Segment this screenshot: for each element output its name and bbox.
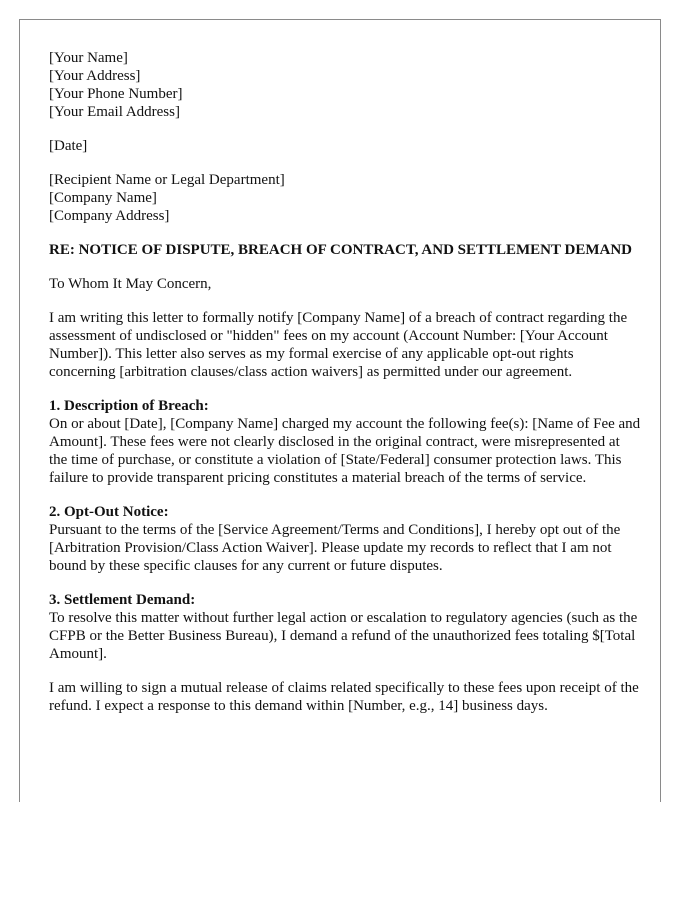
section-heading: 1. Description of Breach: [49,398,209,414]
section-body: Pursuant to the terms of the [Service Agreement/Terms and Conditions], I hereby opt out of the [Arbitration Provision/Class Action Waiver]. Please update my records to reflect that I am not bound by these specific clauses for any current or future disputes. [49,522,621,574]
recipient-name: [Recipient Name or Legal Department] [49,172,285,188]
recipient-address: [Company Address] [49,208,170,224]
recipient-company: [Company Name] [49,190,157,206]
salutation: To Whom It May Concern, [49,276,212,292]
letter-date: [Date] [49,138,88,154]
section-body: On or about [Date], [Company Name] charged my account the following fee(s): [Name of Fee and Amount]. These fees were not clearly disclosed in the original contract, were misrepresented at the time of purchase, or constitute a violation of [State/Federal] consumer protection laws. This failure to provide transparent pricing constitutes a material breach of the terms of service. [49,416,641,486]
sender-block [49,49,641,121]
sender-address: [Your Address] [49,68,141,84]
recipient-block [49,171,641,225]
section-opt-out [49,503,641,575]
sender-name: [Your Name] [49,50,128,66]
closing-paragraph: I am willing to sign a mutual release of claims related specifically to these fees upon receipt of the refund. I expect a response to this demand within [Number, e.g., 14] business days. [49,680,639,714]
sender-email: [Your Email Address] [49,104,180,120]
section-body: To resolve this matter without further legal action or escalation to regulatory agencies (such as the CFPB or the Better Business Bureau), I demand a refund of the unauthorized fees totaling $[Total Amount]. [49,610,638,662]
section-heading: 3. Settlement Demand: [49,592,196,608]
sender-phone: [Your Phone Number] [49,86,183,102]
section-settlement [49,591,641,663]
section-heading: 2. Opt-Out Notice: [49,504,169,520]
date-block [49,137,641,155]
subject-line: RE: NOTICE OF DISPUTE, BREACH OF CONTRACT, AND SETTLEMENT DEMAND [49,242,632,258]
section-breach [49,397,641,487]
letter-page [19,19,661,802]
intro-paragraph: I am writing this letter to formally notify [Company Name] of a breach of contract regarding the assessment of undisclosed or "hidden" fees on my account (Account Number: [Your Account Number]). This letter also serves as my formal exercise of any applicable opt-out rights concerning [arbitration clauses/class action waivers] as permitted under our agreement. [49,310,628,380]
letter-content [49,49,641,715]
